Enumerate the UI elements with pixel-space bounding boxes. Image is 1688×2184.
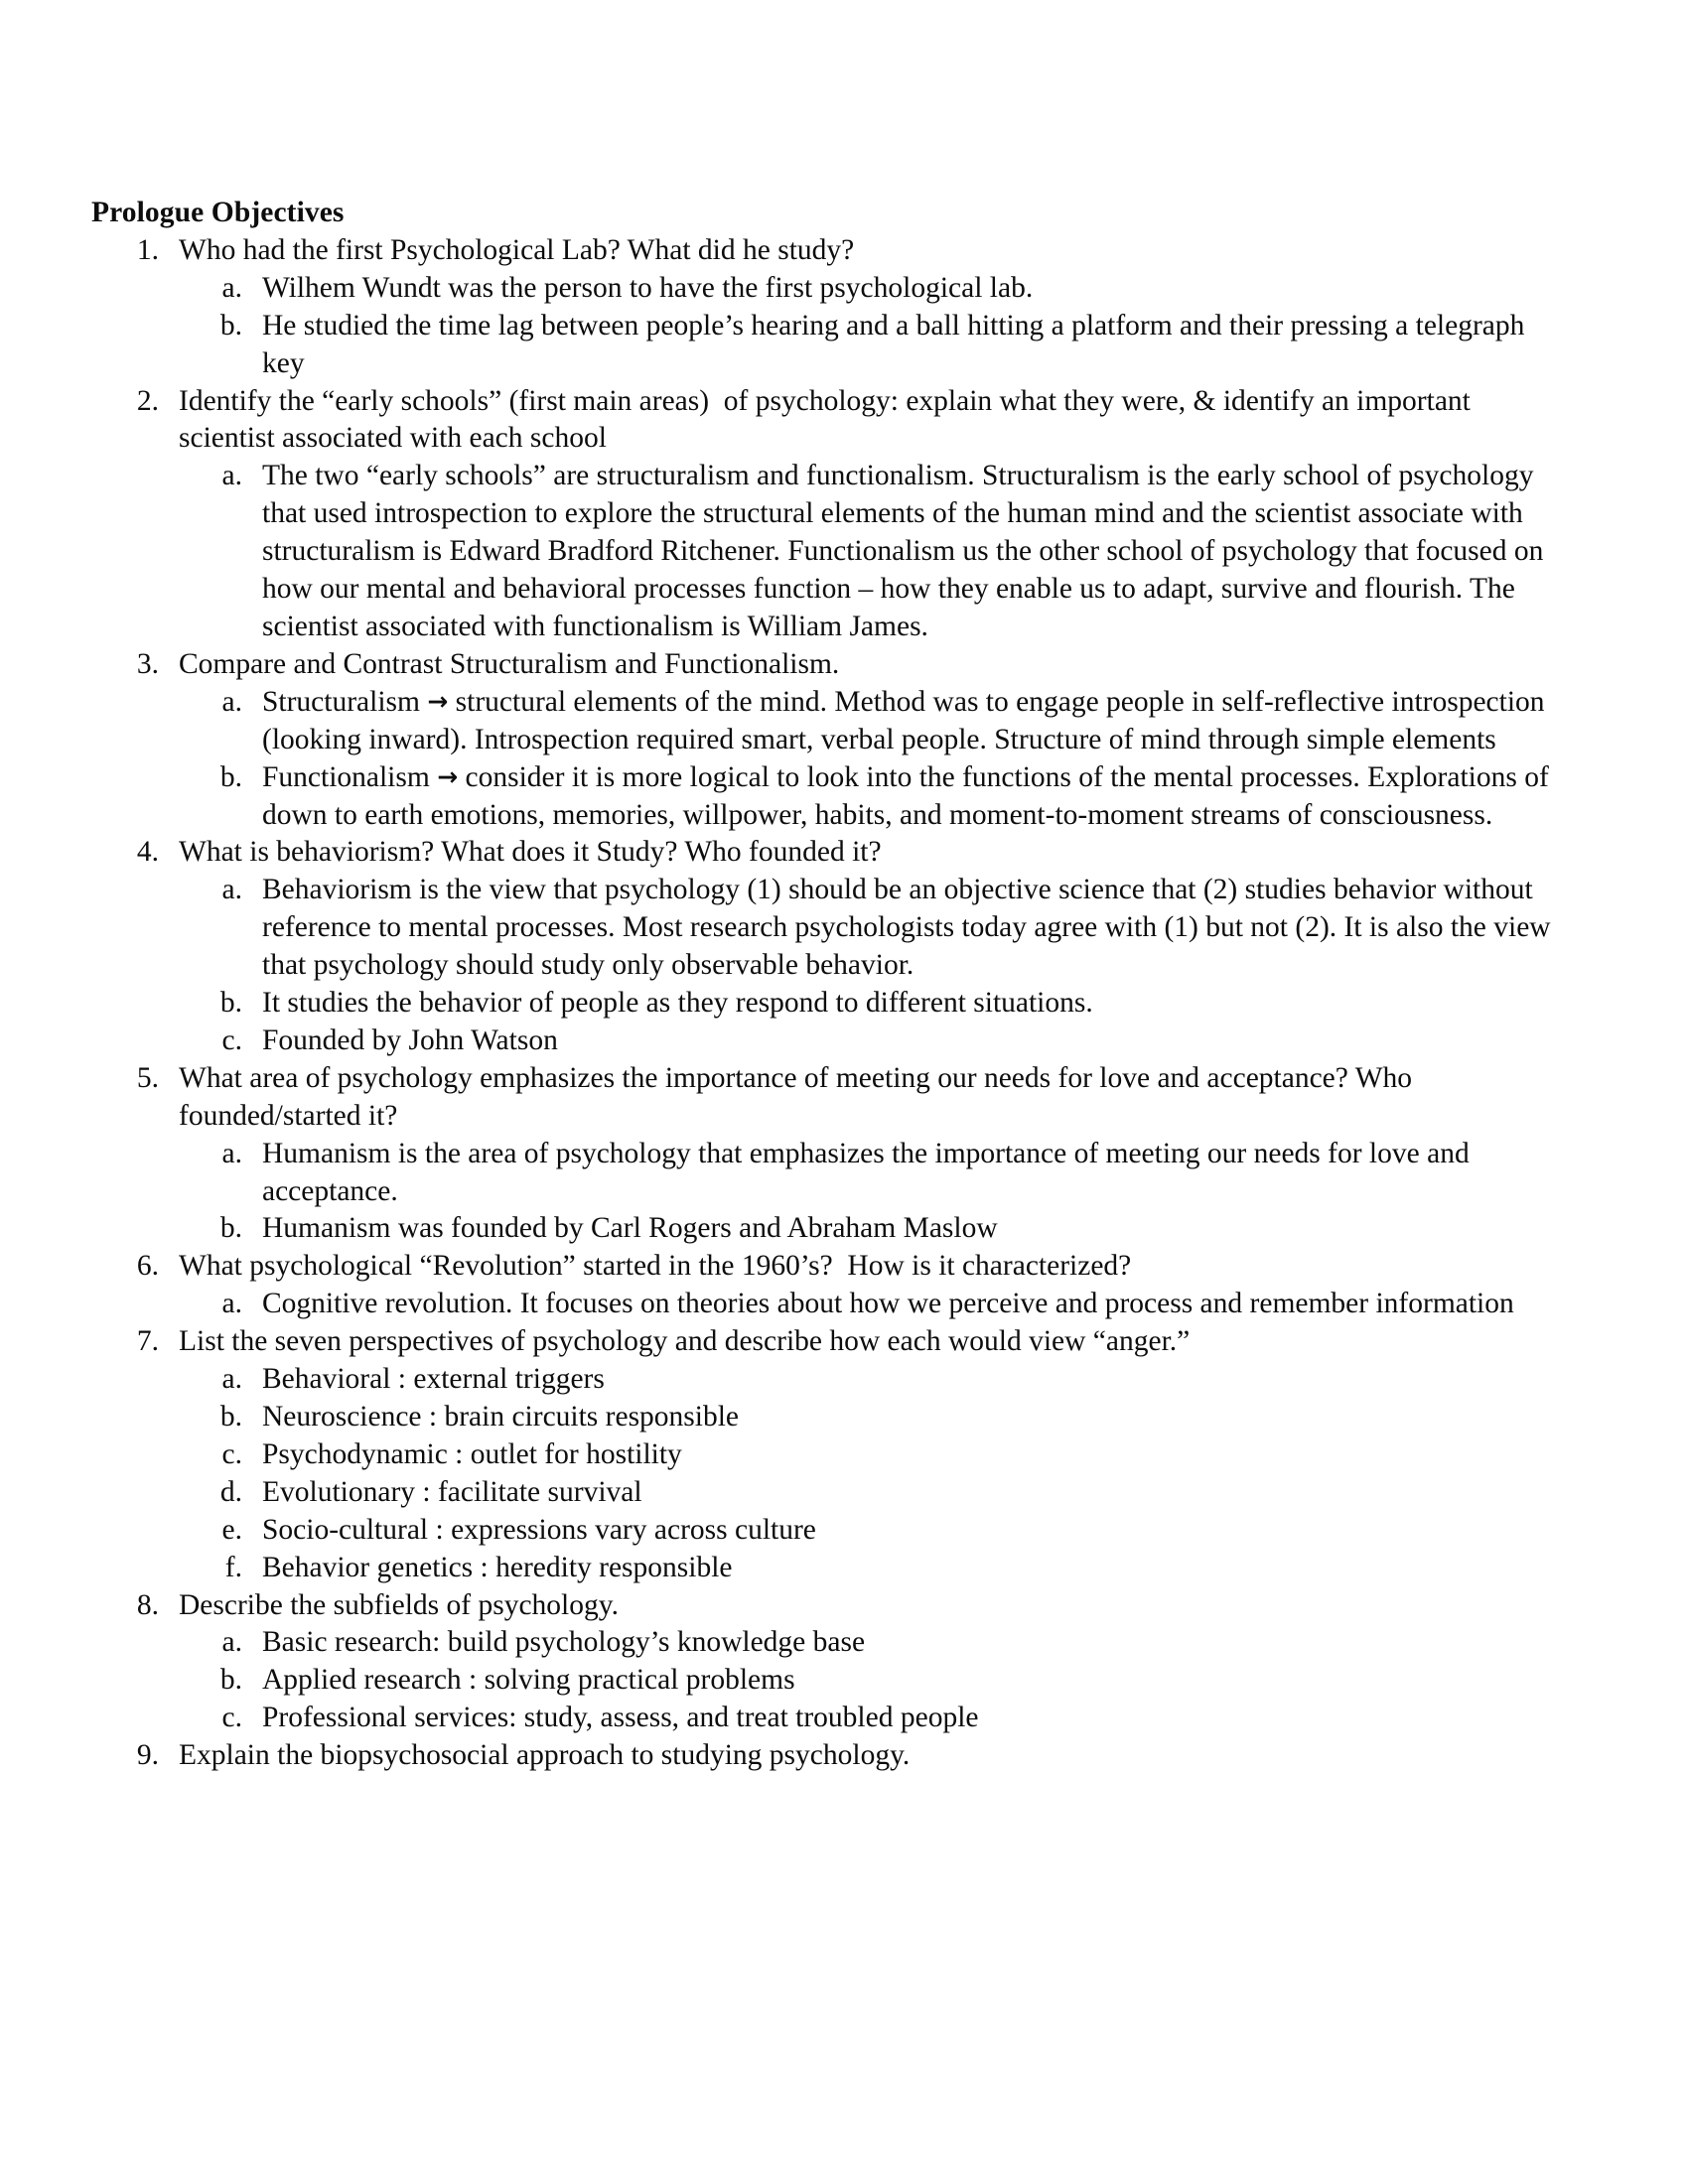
objective-subitem-text: Humanism was founded by Carl Rogers and Abraham Maslow <box>262 1212 998 1245</box>
subitem-text-after-arrow: consider it is more logical to look into the functions of the mental processes. Explorations of down to earth emotions, memories, willpower, habits, and moment-to-moment streams of consciousness. <box>262 760 1557 831</box>
objective-marker: 6. <box>136 1250 159 1283</box>
objective-subitem-text: The two “early schools” are structuralism and functionalism. Structuralism is the early school of psychology that used introspection to explore the structural elements of the human mind and the scientist associate with structuralism is Edward Bradford Ritchener. Functionalism us the other school of psychology that focused on how our mental and behavioral processes function – how they enable us to adapt, survive and flourish. The scientist associated with functionalism is William James. <box>262 460 1551 642</box>
objective-text: What is behaviorism? What does it Study? Who founded it? <box>179 836 882 869</box>
objective-item <box>91 232 1561 383</box>
objective-marker: 5. <box>136 1061 159 1094</box>
objective-subitem <box>179 872 1561 985</box>
objective-subitem-marker: b. <box>219 1664 242 1697</box>
objective-subitem-marker: a. <box>221 874 242 906</box>
objective-subitem-marker: a. <box>221 460 242 492</box>
objective-text: Identify the “early schools” (first main areas) of psychology: explain what they were, & identify an important scientist associated with each school <box>179 384 1478 455</box>
objective-subitem-marker: a. <box>221 1288 242 1320</box>
objective-subitem-text: Psychodynamic : outlet for hostility <box>262 1437 682 1470</box>
objective-subitem-marker: c. <box>221 1702 242 1734</box>
objective-item <box>91 1248 1561 1323</box>
objective-subitem <box>179 1136 1561 1211</box>
objective-text: What area of psychology emphasizes the importance of meeting our needs for love and acceptance? Who founded/started it? <box>179 1061 1420 1132</box>
right-arrow-icon: → <box>427 686 449 716</box>
objective-subitem-marker: a. <box>221 271 242 304</box>
objective-subitem-text: Socio-cultural : expressions vary across culture <box>262 1513 816 1546</box>
objective-marker: 3. <box>136 647 159 680</box>
objective-subitem-text: Humanism is the area of psychology that emphasizes the importance of meeting our needs for love and acceptance. <box>262 1137 1477 1207</box>
objective-subitem-list <box>179 684 1561 835</box>
objective-subitem-text: Neuroscience : brain circuits responsible <box>262 1401 740 1433</box>
objective-item <box>91 1587 1561 1738</box>
objective-subitem-marker: a. <box>221 1363 242 1396</box>
objective-subitem <box>179 1512 1561 1550</box>
objective-subitem <box>179 1286 1561 1323</box>
objective-subitem <box>179 1399 1561 1436</box>
objective-text: Who had the first Psychological Lab? What did he study? <box>179 233 855 266</box>
objective-marker: 8. <box>136 1588 159 1621</box>
objective-subitem <box>179 1662 1561 1700</box>
objective-subitem <box>179 458 1561 646</box>
objective-marker: 4. <box>136 836 159 869</box>
objective-subitem-marker: b. <box>219 987 242 1020</box>
objective-subitem-text: Behaviorism is the view that psychology (1) should be an objective science that (2) studies behavior without reference to mental processes. Most research psychologists today agree with (1) but not (2). It is also the view that psychology should study only observable behavior. <box>262 874 1558 982</box>
objective-item <box>91 834 1561 1059</box>
objective-marker: 1. <box>136 233 159 266</box>
objective-subitem-list <box>179 1361 1561 1586</box>
objective-subitem-marker: b. <box>219 1401 242 1433</box>
objective-subitem-text: Applied research : solving practical problems <box>262 1664 795 1697</box>
objective-marker: 2. <box>136 384 159 417</box>
objective-subitem-list <box>179 1286 1561 1323</box>
objective-subitem <box>179 1474 1561 1512</box>
objective-subitem <box>179 1700 1561 1737</box>
objective-subitem-marker: b. <box>219 309 242 341</box>
objective-subitem-list <box>179 1136 1561 1249</box>
objective-subitem-text <box>262 759 1561 835</box>
objective-subitem-text: Behavior genetics : heredity responsible <box>262 1551 733 1583</box>
objective-subitem-marker: b. <box>219 760 242 793</box>
objective-marker: 9. <box>136 1739 159 1772</box>
right-arrow-icon: → <box>437 761 459 791</box>
objective-subitem <box>179 270 1561 308</box>
objective-subitem <box>179 1624 1561 1662</box>
objective-subitem-text: It studies the behavior of people as they respond to different situations. <box>262 987 1093 1020</box>
objective-item <box>91 383 1561 646</box>
objective-subitem <box>179 1436 1561 1474</box>
objective-subitem-marker: d. <box>219 1475 242 1508</box>
objective-subitem-text: Wilhem Wundt was the person to have the first psychological lab. <box>262 271 1034 304</box>
objective-subitem <box>179 1023 1561 1060</box>
objective-item <box>91 1060 1561 1249</box>
objective-subitem-text: Behavioral : external triggers <box>262 1363 605 1396</box>
objective-subitem-marker: a. <box>221 1137 242 1169</box>
objective-text: What psychological “Revolution” started in the 1960’s? How is it characterized? <box>179 1250 1132 1283</box>
objective-subitem-list <box>179 1624 1561 1737</box>
objective-subitem-text: Basic research: build psychology’s knowledge base <box>262 1626 866 1659</box>
objective-subitem-marker: b. <box>219 1212 242 1245</box>
objective-subitem-text: Cognitive revolution. It focuses on theories about how we perceive and process and remember information <box>262 1288 1514 1320</box>
subitem-text-after-arrow: structural elements of the mind. Method was to engage people in self-reflective introspection (looking inward). Introspection required smart, verbal people. Structure of mind through simple elements <box>262 685 1552 755</box>
objective-subitem-marker: e. <box>221 1513 242 1546</box>
page-title: Prologue Objectives <box>91 197 345 228</box>
objective-subitem-marker: a. <box>221 685 242 718</box>
objective-subitem <box>179 985 1561 1023</box>
objective-item <box>91 1737 1561 1775</box>
objective-subitem-marker: f. <box>224 1551 242 1583</box>
objective-subitem <box>179 1210 1561 1248</box>
objectives-list <box>91 232 1561 1775</box>
objective-subitem-list <box>179 872 1561 1060</box>
objective-subitem-text: Evolutionary : facilitate survival <box>262 1475 642 1508</box>
objective-text: List the seven perspectives of psychology and describe how each would view “anger.” <box>179 1325 1191 1358</box>
objective-text: Compare and Contrast Structuralism and Functionalism. <box>179 647 840 680</box>
objective-item <box>91 646 1561 835</box>
objective-subitem <box>179 308 1561 383</box>
document-body <box>91 195 1561 1775</box>
objective-subitem <box>179 684 1561 759</box>
objective-subitem-text: Professional services: study, assess, and treat troubled people <box>262 1702 979 1734</box>
objective-text: Explain the biopsychosocial approach to studying psychology. <box>179 1739 911 1772</box>
objective-subitem-marker: a. <box>221 1626 242 1659</box>
objective-subitem-text: Founded by John Watson <box>262 1024 558 1056</box>
objective-subitem-text <box>262 684 1561 759</box>
objective-subitem <box>179 1550 1561 1587</box>
objective-text: Describe the subfields of psychology. <box>179 1588 619 1621</box>
subitem-text-before-arrow: Structuralism <box>262 685 428 718</box>
subitem-text-before-arrow: Functionalism <box>262 760 438 793</box>
objective-subitem <box>179 1361 1561 1399</box>
objective-subitem <box>179 759 1561 835</box>
objective-item <box>91 1323 1561 1586</box>
objective-subitem-text: He studied the time lag between people’s hearing and a ball hitting a platform and their pressing a telegraph key <box>262 309 1532 379</box>
objective-subitem-list <box>179 458 1561 646</box>
objective-marker: 7. <box>136 1325 159 1358</box>
objective-subitem-list <box>179 270 1561 383</box>
objective-subitem-marker: c. <box>221 1437 242 1470</box>
objective-subitem-marker: c. <box>221 1024 242 1056</box>
